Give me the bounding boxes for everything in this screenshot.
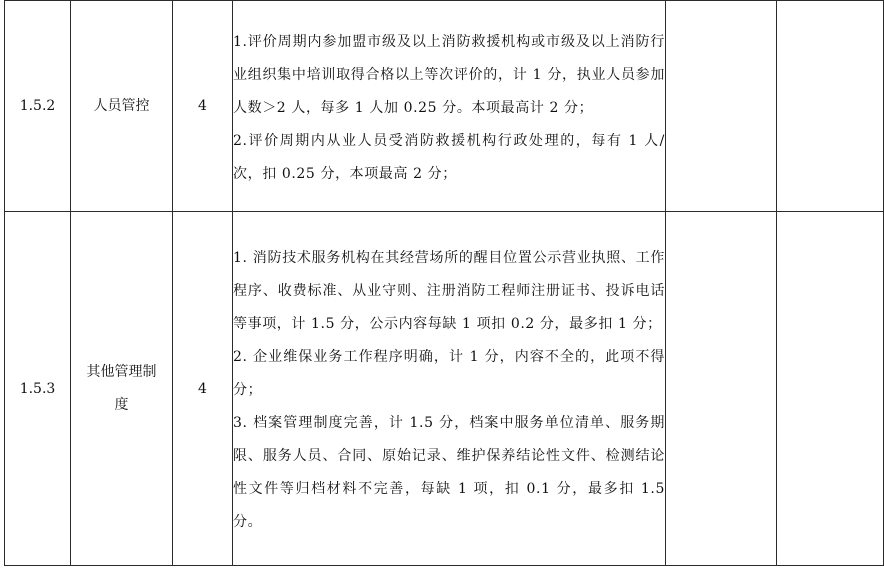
- item-score: 4: [173, 212, 233, 566]
- item-name: [71, 212, 173, 566]
- item-score: 4: [173, 1, 233, 212]
- empty-cell: [666, 212, 777, 566]
- table-row: [5, 1, 884, 212]
- criteria-line: 3. 档案管理制度完善，计 1.5 分，档案中服务单位清单、服务期限、服务人员、合同、原始记录、维护保养结论性文件、检测结论性文件等归档材料不完善，每缺 1 项，扣 0.1 分，最多扣 1.5 分。: [233, 415, 665, 530]
- item-name-text: 人员管控: [93, 97, 150, 114]
- criteria-line: 1. 消防技术服务机构在其经营场所的醒目位置公示营业执照、工作程序、收费标准、从业守则、注册消防工程师注册证书、投诉电话等事项，计 1.5 分，公示内容每缺 1 项扣 0.2 分，最多扣 1 分；: [233, 250, 665, 332]
- criteria-list: [233, 236, 665, 541]
- table-row: [5, 212, 884, 566]
- criteria-line: 1.评价周期内参加盟市级及以上消防救援机构或市级及以上消防行业组织集中培训取得合格以上等次评价的，计 1 分，执业人员参加人数＞2 人，每多 1 人加 0.25 分。本项最高计 2 分；: [233, 33, 665, 116]
- item-code: 1.5.2: [5, 1, 71, 212]
- criteria-line: 2. 企业维保业务工作程序明确，计 1 分，内容不全的，此项不得分；: [233, 349, 665, 398]
- criteria-list: [233, 20, 665, 193]
- item-name: [71, 1, 173, 212]
- item-name-text: 其他管理制度: [86, 363, 157, 413]
- scoring-table: [4, 0, 884, 566]
- item-code: 1.5.3: [5, 212, 71, 566]
- empty-cell: [666, 1, 777, 212]
- empty-cell: [777, 1, 884, 212]
- empty-cell: [777, 212, 884, 566]
- item-criteria: [233, 212, 666, 566]
- item-criteria: [233, 1, 666, 212]
- criteria-line: 2.评价周期内从业人员受消防救援机构行政处理的，每有 1 人/次，扣 0.25 分，本项最高 2 分；: [233, 132, 665, 182]
